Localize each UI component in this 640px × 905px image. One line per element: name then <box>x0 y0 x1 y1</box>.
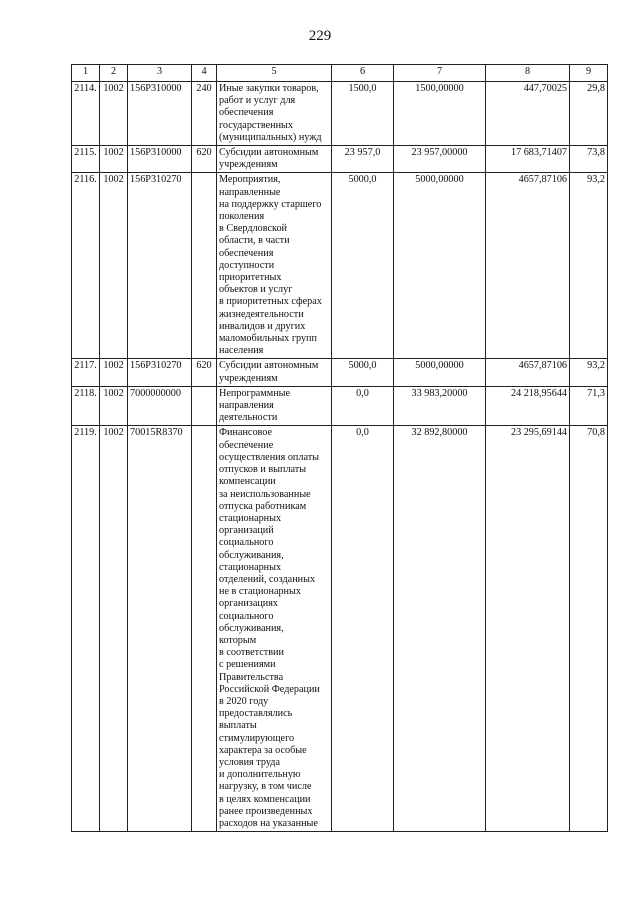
table-row <box>72 146 608 173</box>
table-row <box>72 359 608 386</box>
description-line: Иные закупки товаров, <box>219 83 319 94</box>
description-line: области, в части <box>219 235 290 247</box>
description-cell <box>217 359 332 386</box>
budget-table <box>71 64 608 832</box>
executed-amount-cell: 447,70025 <box>486 82 570 146</box>
table-header-row <box>72 65 608 82</box>
description-line: обеспечения <box>219 107 274 119</box>
description-line: отделений, созданных <box>219 573 316 585</box>
description-line: (муниципальных) нужд <box>219 131 322 143</box>
section-code-cell: 1002 <box>100 146 128 173</box>
percent-cell: 73,8 <box>570 146 608 173</box>
section-code-cell: 1002 <box>100 173 128 359</box>
executed-amount-cell: 17 683,71407 <box>486 146 570 173</box>
description-line: нагрузку, в том числе <box>219 781 312 793</box>
description-line: Непрограммные <box>219 387 291 399</box>
expense-kind-cell: 620 <box>192 146 217 173</box>
header-col-9: 9 <box>570 65 608 82</box>
description-line: и дополнительную <box>219 769 301 781</box>
approved-amount-cell: 23 957,0 <box>332 146 394 173</box>
description-line: деятельности <box>219 412 278 424</box>
approved-amount-cell: 5000,0 <box>332 359 394 386</box>
description-line: предоставлялись <box>219 708 293 720</box>
executed-amount-cell: 23 295,69144 <box>486 426 570 832</box>
row-number-cell: 2115. <box>72 146 100 173</box>
description-cell <box>217 146 332 173</box>
description-line: объектов и услуг <box>219 284 293 296</box>
description-line: условия труда <box>219 756 280 768</box>
header-col-7: 7 <box>394 65 486 82</box>
table-row <box>72 82 608 146</box>
expense-kind-cell: 620 <box>192 359 217 386</box>
approved-amount-cell: 0,0 <box>332 386 394 426</box>
header-col-3: 3 <box>128 65 192 82</box>
expense-kind-cell <box>192 386 217 426</box>
percent-cell: 70,8 <box>570 426 608 832</box>
table-row <box>72 173 608 359</box>
description-line: в соответствии <box>219 647 284 659</box>
description-line: обеспечения <box>219 247 274 259</box>
description-line: доступности <box>219 259 275 271</box>
description-line: организациях <box>219 598 279 610</box>
description-line: направления <box>219 400 274 412</box>
approved-amount-cell: 5000,0 <box>332 173 394 359</box>
executed-amount-cell: 4657,87106 <box>486 359 570 386</box>
description-line: Мероприятия, <box>219 174 281 186</box>
row-number-cell: 2119. <box>72 426 100 832</box>
description-cell <box>217 82 332 146</box>
approved-amount-cell: 0,0 <box>332 426 394 832</box>
page-number: 229 <box>308 28 332 44</box>
description-line: на поддержку старшего <box>219 198 322 210</box>
table-row <box>72 426 608 832</box>
table-body <box>72 82 608 832</box>
description-line: за неиспользованные <box>219 488 311 500</box>
description-line: учреждениям <box>219 159 278 171</box>
description-line: населения <box>219 345 264 357</box>
section-code-cell: 1002 <box>100 82 128 146</box>
description-line: ранее произведенных <box>219 805 313 817</box>
description-line: работ и услуг для <box>219 95 296 107</box>
description-line: отпуска работникам <box>219 500 307 512</box>
percent-cell: 93,2 <box>570 173 608 359</box>
target-code-cell: 156P310000 <box>128 146 192 173</box>
description-line: характера за особые <box>219 744 307 756</box>
refined-amount-cell: 5000,00000 <box>394 173 486 359</box>
description-line: с решениями <box>219 659 276 671</box>
description-line: жизнедеятельности <box>219 308 304 320</box>
percent-cell: 93,2 <box>570 359 608 386</box>
description-line: стационарных <box>219 561 282 573</box>
description-line: выплаты <box>219 720 257 732</box>
refined-amount-cell: 32 892,80000 <box>394 426 486 832</box>
description-line: Правительства <box>219 671 284 683</box>
description-line: расходов на указанные <box>219 817 318 829</box>
description-line: в Свердловской <box>219 223 287 235</box>
description-line: обслуживания, <box>219 549 284 561</box>
description-line: компенсации <box>219 476 276 488</box>
expense-kind-cell <box>192 426 217 832</box>
description-line: стационарных <box>219 512 282 524</box>
description-line: Финансовое <box>219 427 273 439</box>
description-line: в целях компенсации <box>219 793 311 805</box>
header-col-6: 6 <box>332 65 394 82</box>
description-line: обслуживания, <box>219 622 284 634</box>
description-line: стимулирующего <box>219 732 295 744</box>
description-line: организаций <box>219 525 274 537</box>
description-line: Субсидии автономным <box>219 147 319 159</box>
section-code-cell: 1002 <box>100 426 128 832</box>
row-number-cell: 2116. <box>72 173 100 359</box>
refined-amount-cell: 33 983,20000 <box>394 386 486 426</box>
description-line: государственных <box>219 119 293 131</box>
description-line: учреждениям <box>219 372 278 384</box>
description-cell <box>217 173 332 359</box>
description-cell <box>217 386 332 426</box>
table-row <box>72 386 608 426</box>
target-code-cell: 156P310270 <box>128 359 192 386</box>
row-number-cell: 2117. <box>72 359 100 386</box>
section-code-cell: 1002 <box>100 359 128 386</box>
description-line: приоритетных <box>219 272 282 284</box>
target-code-cell: 156P310000 <box>128 82 192 146</box>
target-code-cell: 70015R8370 <box>128 426 192 832</box>
description-line: Российской Федерации <box>219 683 320 695</box>
description-line: Субсидии автономным <box>219 360 319 372</box>
header-col-8: 8 <box>486 65 570 82</box>
description-line: не в стационарных <box>219 586 301 598</box>
header-col-2: 2 <box>100 65 128 82</box>
description-line: осуществления оплаты <box>219 451 320 463</box>
percent-cell: 29,8 <box>570 82 608 146</box>
executed-amount-cell: 24 218,95644 <box>486 386 570 426</box>
description-line: в 2020 году <box>219 695 269 707</box>
percent-cell: 71,3 <box>570 386 608 426</box>
executed-amount-cell: 4657,87106 <box>486 173 570 359</box>
row-number-cell: 2118. <box>72 386 100 426</box>
header-col-4: 4 <box>192 65 217 82</box>
description-cell <box>217 426 332 832</box>
header-col-5: 5 <box>217 65 332 82</box>
refined-amount-cell: 1500,00000 <box>394 82 486 146</box>
expense-kind-cell: 240 <box>192 82 217 146</box>
description-line: обеспечение <box>219 439 274 451</box>
description-line: социального <box>219 537 274 549</box>
description-line: в приоритетных сферах <box>219 296 322 308</box>
target-code-cell: 7000000000 <box>128 386 192 426</box>
header-col-1: 1 <box>72 65 100 82</box>
description-line: отпусков и выплаты <box>219 464 307 476</box>
target-code-cell: 156P310270 <box>128 173 192 359</box>
refined-amount-cell: 23 957,00000 <box>394 146 486 173</box>
description-line: которым <box>219 634 257 646</box>
description-line: направленные <box>219 186 281 198</box>
description-line: поколения <box>219 211 265 223</box>
description-line: социального <box>219 610 274 622</box>
row-number-cell: 2114. <box>72 82 100 146</box>
approved-amount-cell: 1500,0 <box>332 82 394 146</box>
description-line: маломобильных групп <box>219 333 317 345</box>
expense-kind-cell <box>192 173 217 359</box>
description-line: инвалидов и других <box>219 320 306 332</box>
refined-amount-cell: 5000,00000 <box>394 359 486 386</box>
section-code-cell: 1002 <box>100 386 128 426</box>
